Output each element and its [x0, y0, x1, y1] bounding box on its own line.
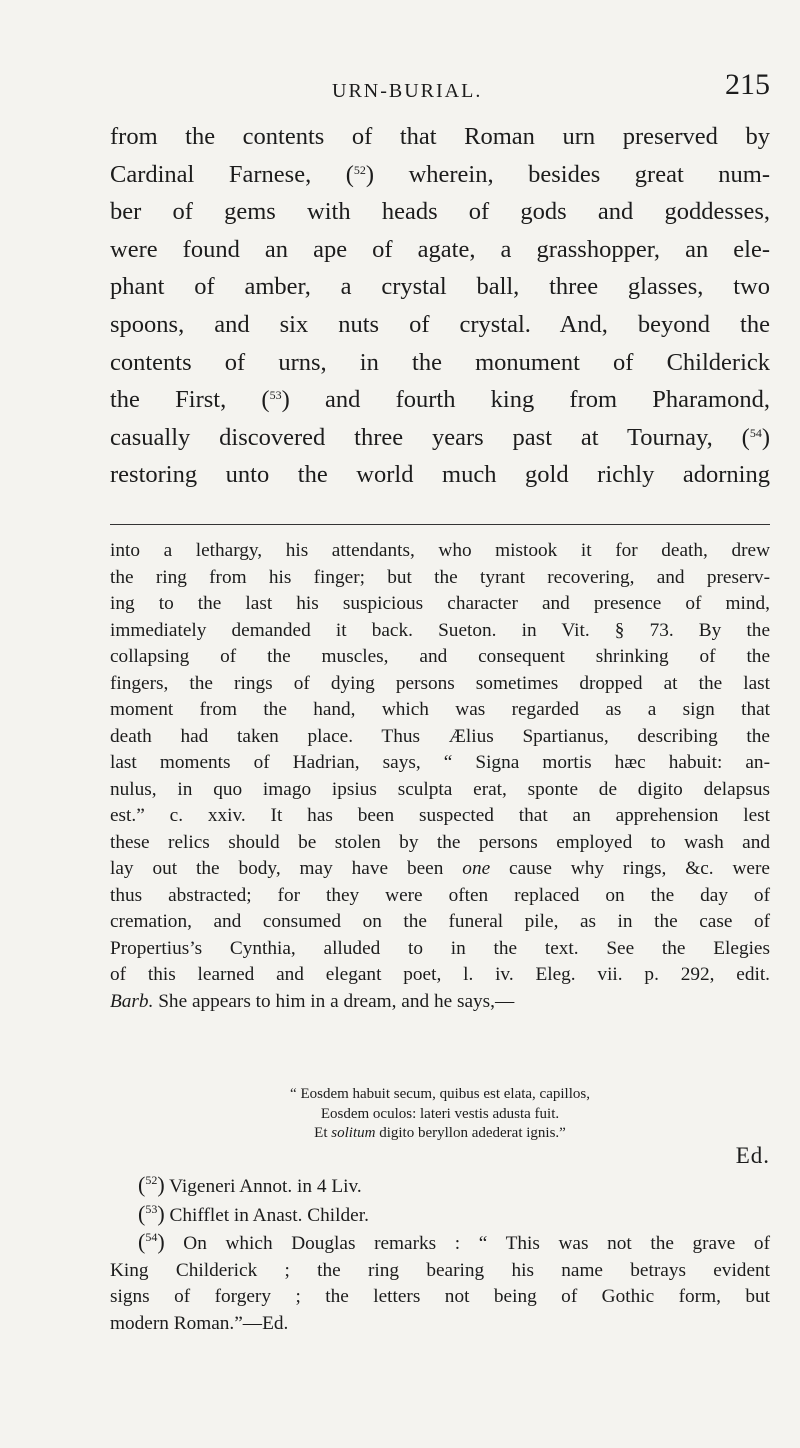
page-number: 215 [725, 68, 770, 101]
footnote-line: modern Roman.”—Ed. [110, 1312, 289, 1334]
note-line: immediately demanded it back. Sueton. in Vit. § 73. By the [110, 619, 770, 641]
main-line: from the contents of that Roman urn preserved by [110, 123, 770, 150]
emphasis: Barb. [110, 990, 154, 1012]
note-line: est.” c. xxiv. It has been suspected that an apprehension lest [110, 805, 770, 826]
footnote-ref: 53 [269, 388, 282, 403]
note-line: death had taken place. Thus Ælius Spartianus, describing the [110, 725, 770, 747]
footnotes [110, 1172, 770, 1337]
running-head: URN-BURIAL. [332, 80, 483, 102]
note-line: lay out the body, may have been one cause why rings, &c. were [110, 858, 770, 879]
footnote-line: King Childerick ; the ring bearing his name betrays evident [110, 1259, 770, 1281]
note-line: the ring from his finger; but the tyrant recovering, and preserv- [110, 566, 770, 588]
footnote-ref: 54 [749, 425, 762, 440]
main-line: the First, ($^{53}$) and fourth king from Pharamond, [110, 386, 770, 414]
note-line: last moments of Hadrian, says, “ Signa mortis hæc habuit: an- [110, 752, 770, 773]
main-line: Cardinal Farnese, ($^{52}$) wherein, besides great num- [110, 160, 770, 188]
note-line: nulus, in quo imago ipsius sculpta erat, sponte de digito delapsus [110, 778, 770, 800]
emphasis: solitum [331, 1125, 376, 1141]
main-line: spoons, and six nuts of crystal. And, beyond the [110, 310, 770, 338]
editor-note [110, 538, 770, 1015]
note-line: fingers, the rings of dying persons sometimes dropped at the last [110, 672, 770, 694]
main-text [110, 118, 770, 494]
main-line: ber of gems with heads of gods and goddesses, [110, 198, 770, 226]
note-line: of this learned and elegant poet, l. iv. Eleg. vii. p. 292, edit. [110, 964, 770, 985]
note-line: Barb. She appears to him in a dream, and he says,— [110, 990, 515, 1012]
footnote-divider [110, 524, 770, 525]
note-line: thus abstracted; for they were often replaced on the day of [110, 884, 770, 906]
page-header [110, 68, 770, 114]
footnote-ref: 52 [353, 162, 366, 177]
footnote-54: ($^{54}$) On which Douglas remarks : “ This was not the grave of [138, 1229, 770, 1254]
footnote-52: ($^{52}$) Vigeneri Annot. in 4 Liv. [138, 1172, 362, 1197]
main-line: were found an ape of agate, a grasshopper, an ele- [110, 235, 770, 263]
note-line: Propertius’s Cynthia, alluded to in the text. See the Elegies [110, 937, 770, 959]
note-line: into a lethargy, his attendants, who mistook it for death, drew [110, 540, 770, 561]
main-line: casually discovered three years past at Tournay, ($^{54}$) [110, 423, 770, 451]
footnote-line: signs of forgery ; the letters not being of Gothic form, but [110, 1286, 770, 1307]
note-line: these relics should be stolen by the persons employed to wash and [110, 831, 770, 853]
note-line: ing to the last his suspicious character and presence of mind, [110, 593, 770, 614]
quote-line: Eosdem oculos: lateri vestis adusta fuit. [320, 1105, 560, 1122]
main-line: phant of amber, a crystal ball, three glasses, two [110, 273, 770, 301]
footnote-53: ($^{53}$) Chifflet in Anast. Childer. [138, 1200, 369, 1226]
editor-signature: Ed. [735, 1143, 770, 1168]
note-line: cremation, and consumed on the funeral pile, as in the case of [110, 911, 770, 932]
main-line: contents of urns, in the monument of Childerick [110, 348, 770, 376]
quote-line: Et solitum digito beryllon adederat ignis.” [314, 1125, 566, 1141]
emphasis: one [462, 858, 491, 879]
note-line: moment from the hand, which was regarded as a sign that [110, 699, 770, 720]
note-line: collapsing of the muscles, and consequent shrinking of the [110, 646, 770, 667]
quote-line: “ Eosdem habuit secum, quibus est elata, capillos, [290, 1086, 590, 1102]
latin-quotation [110, 1085, 770, 1144]
main-line: restoring unto the world much gold richly adorning [110, 461, 770, 489]
